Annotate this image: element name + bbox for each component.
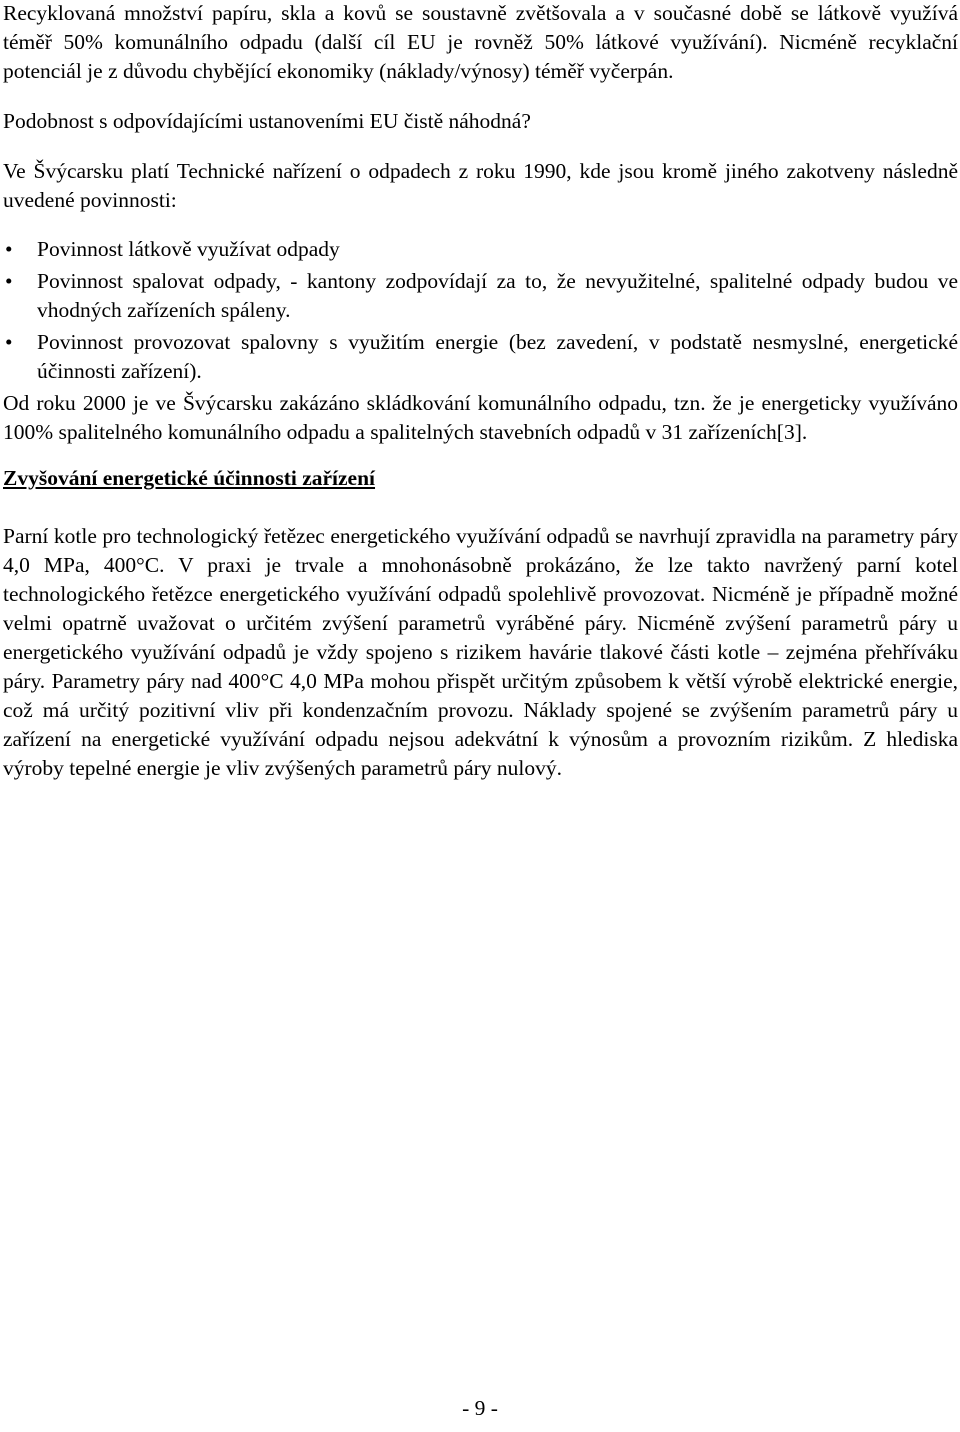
bullet-icon: • [5, 237, 13, 261]
section-heading: Zvyšování energetické účinnosti zařízení [3, 466, 376, 490]
document-page [3, 0, 958, 783]
list-item-text: Povinnost provozovat spalovny s využitím energie (bez zavedení, v podstatě nesmyslné, energetické účinnosti zařízení). [37, 330, 958, 383]
list-item [3, 267, 958, 325]
paragraph-boiler-parameters: Parní kotle pro technologický řetězec energetického využívání odpadů se navrhují zpravidla na parametry páry 4,0 MPa, 400°C. V praxi je trvale a mnohonásobně prokázáno, že lze takto navržený parní kotel technologického řetězce energetického využívání odpadů spolehlivě provozovat. Nicméně je případně možné velmi opatrně uvažovat o určitém zvýšení parametrů vyráběné páry. Nicméně zvýšení parametrů páry u energetického využívání odpadů je vždy spojeno s rizikem havárie tlakové části kotle – zejména přehříváku páry. Parametry páry nad 400°C 4,0 MPa mohou přispět určitým způsobem k větší výrobě elektrické energie, což má určitý pozitivní vliv při kondenzačním provozu. Náklady spojené se zvýšením parametrů páry u zařízení na energetické využívání odpadu nejsou adekvátní k výnosům a provozním rizikům. Z hlediska výroby tepelné energie je vliv zvýšených parametrů páry nulový. [3, 524, 958, 780]
paragraph-swiss-regulation: Ve Švýcarsku platí Technické nařízení o odpadech z roku 1990, kde jsou kromě jiného zakotveny následně uvedené povinnosti: [3, 159, 958, 212]
bullet-icon: • [5, 269, 13, 293]
paragraph-recycling: Recyklovaná množství papíru, skla a kovů se soustavně zvětšovala a v současné době se látkově využívá téměř 50% komunálního odpadu (další cíl EU je rovněž 50% látkové využívání). Nicméně recyklační potenciál je z důvodu chybějící ekonomiky (náklady/výnosy) téměř vyčerpán. [3, 1, 958, 83]
list-item-text: Povinnost látkově využívat odpady [37, 237, 340, 261]
page-number: - 9 - [462, 1396, 498, 1420]
paragraph-landfill-ban: Od roku 2000 je ve Švýcarsku zakázáno skládkování komunálního odpadu, tzn. že je energeticky využíváno 100% spalitelného komunálního odpadu a spalitelných stavebních odpadů v 31 zařízeních[3]. [3, 391, 958, 444]
obligations-list [3, 235, 958, 386]
list-item [3, 235, 958, 264]
paragraph-eu-similarity: Podobnost s odpovídajícími ustanoveními EU čistě náhodná? [3, 109, 531, 133]
list-item [3, 328, 958, 386]
list-item-text: Povinnost spalovat odpady, - kantony zodpovídají za to, že nevyužitelné, spalitelné odpady budou ve vhodných zařízeních spáleny. [37, 269, 958, 322]
bullet-icon: • [5, 330, 13, 354]
